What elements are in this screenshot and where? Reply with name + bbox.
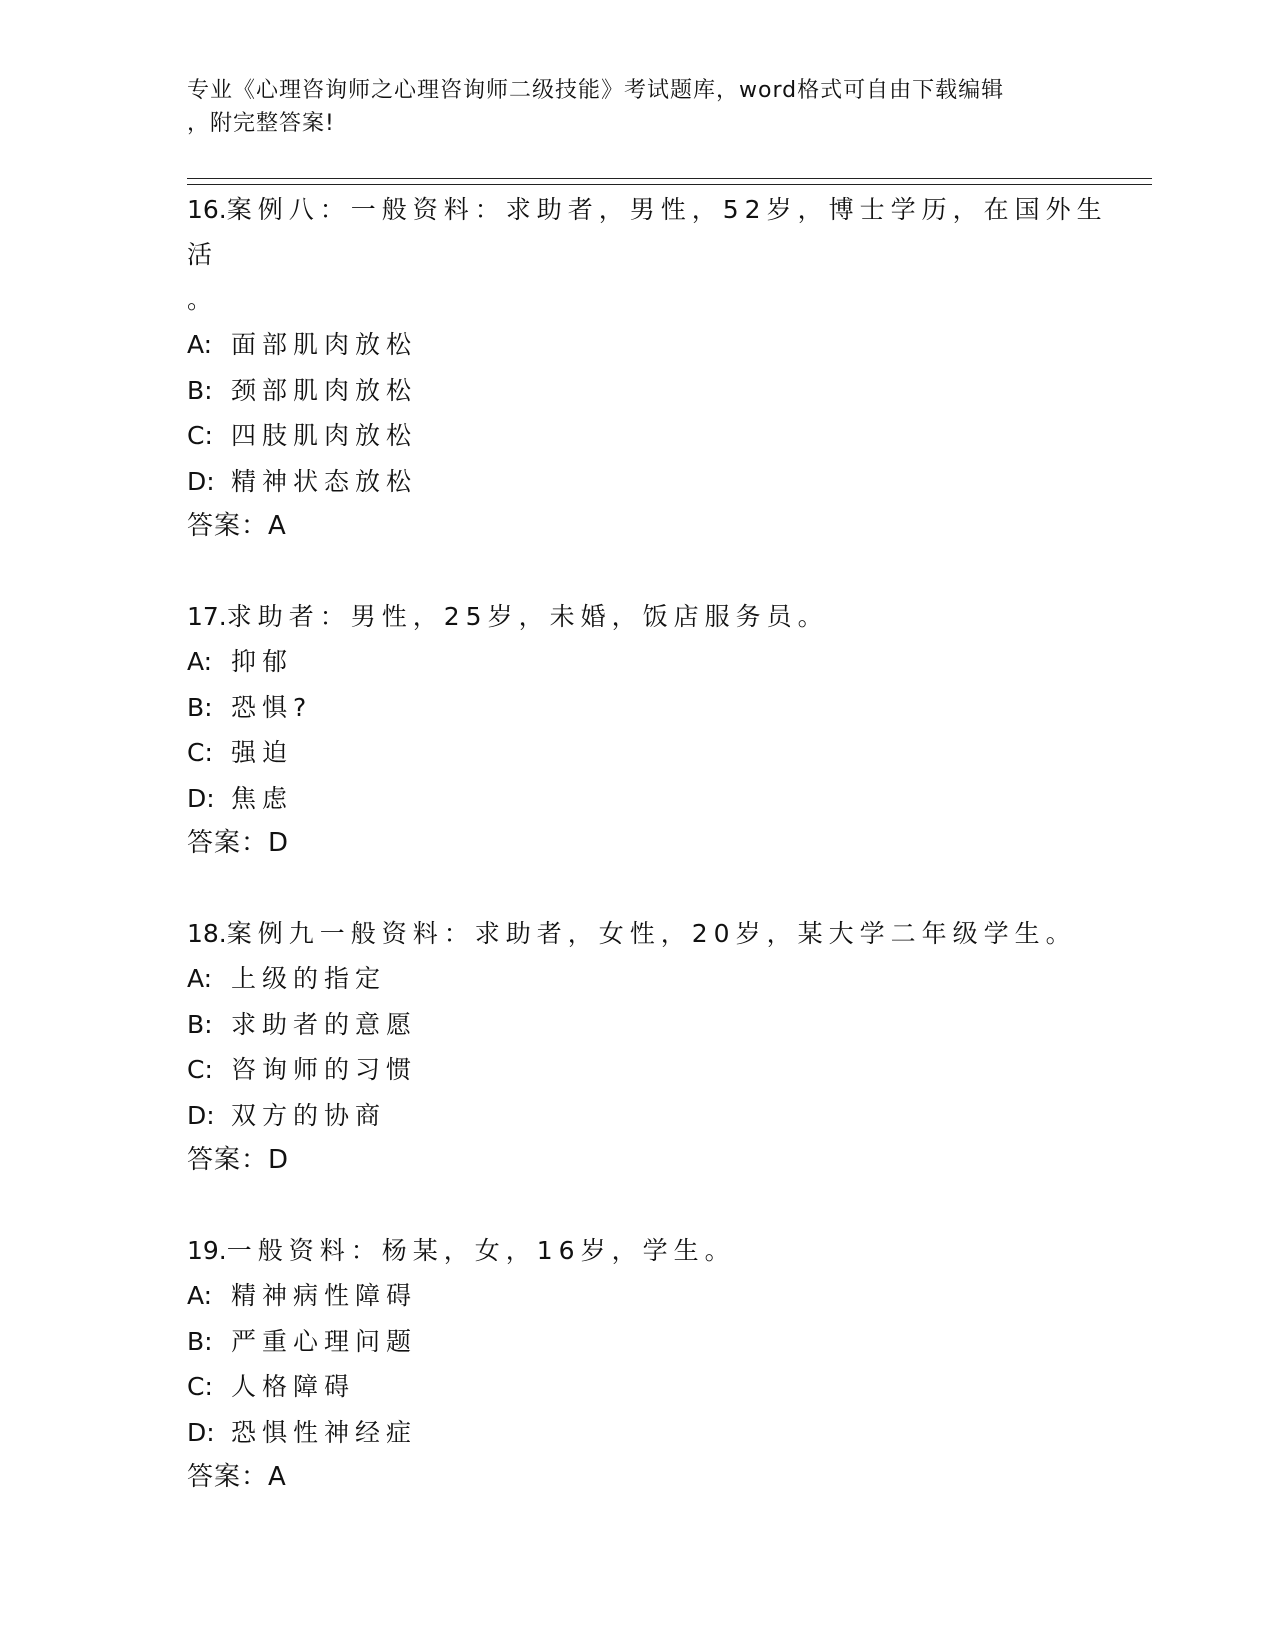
option-c (187, 413, 1137, 459)
option-d (187, 459, 1137, 505)
option-text: 面部肌肉放松 (231, 330, 418, 359)
answer-line: 答案：D (187, 828, 290, 858)
option-b (187, 1319, 1137, 1365)
option-a (187, 956, 1137, 1002)
option-d (187, 1093, 1137, 1139)
option-text: 人格障碍 (231, 1372, 356, 1401)
option-text: 颈部肌肉放松 (231, 375, 418, 405)
option-letter: B: (187, 1326, 213, 1356)
option-letter: A: (187, 1281, 213, 1310)
option-c (187, 1047, 1137, 1093)
option-text: 强迫 (231, 738, 294, 767)
question-number: 16. (187, 195, 227, 224)
question-stem-continuation: 。 (187, 285, 219, 314)
option-letter: B: (187, 1009, 213, 1039)
option-b (187, 368, 1137, 414)
option-text: 四肢肌肉放松 (231, 421, 418, 450)
option-letter: A: (187, 964, 213, 993)
option-c (187, 730, 1137, 776)
option-text: 求助者的意愿 (231, 1009, 418, 1039)
option-letter: B: (187, 375, 213, 405)
option-text: 恐惧性神经症 (231, 1417, 418, 1447)
answer-line: 答案：A (187, 511, 287, 541)
question-text: 一般资料：杨某，女，16岁，学生。 (226, 1236, 736, 1265)
question-number: 17. (187, 602, 227, 631)
option-d (187, 1410, 1137, 1456)
answer-line: 答案：D (187, 1145, 290, 1175)
option-c (187, 1364, 1137, 1410)
option-b (187, 685, 1137, 731)
option-text: 双方的协商 (231, 1100, 387, 1130)
option-text: 上级的指定 (231, 964, 387, 993)
option-text: 精神状态放松 (231, 466, 418, 496)
option-letter: D: (187, 1417, 215, 1447)
question-number: 19. (187, 1236, 227, 1265)
option-text: 严重心理问题 (231, 1326, 418, 1356)
question-text: 案例九一般资料：求助者，女性，20岁，某大学二年级学生。 (226, 919, 1077, 948)
option-letter: C: (187, 421, 213, 450)
document-header (187, 74, 1087, 140)
option-letter: A: (187, 330, 213, 359)
question-text: 求助者：男性，25岁，未婚，饭店服务员。 (226, 602, 829, 631)
question-16 (187, 187, 1137, 549)
question-stem (187, 911, 1137, 956)
header-line-1: 专业《心理咨询师之心理咨询师二级技能》考试题库，word格式可自由下载编辑 (187, 78, 1005, 103)
option-text: 咨询师的习惯 (231, 1055, 418, 1084)
option-letter: D: (187, 783, 215, 813)
question-stem (187, 594, 1137, 639)
option-a (187, 322, 1137, 368)
option-a (187, 1273, 1137, 1319)
option-text: 恐惧? (231, 692, 313, 722)
option-text: 抑郁 (231, 647, 294, 676)
question-17 (187, 594, 1137, 866)
question-stem (187, 1228, 1137, 1273)
question-stem (187, 187, 1137, 277)
option-letter: A: (187, 647, 213, 676)
header-double-rule (187, 178, 1152, 185)
option-letter: D: (187, 1100, 215, 1130)
option-d (187, 776, 1137, 822)
question-list (187, 187, 1137, 1545)
option-b (187, 1002, 1137, 1048)
option-letter: B: (187, 692, 213, 722)
question-number: 18. (187, 919, 227, 948)
question-text: 案例八：一般资料：求助者，男性，52岁，博士学历，在国外生活 (187, 195, 1108, 269)
option-letter: D: (187, 466, 215, 496)
option-letter: C: (187, 1055, 213, 1084)
question-18 (187, 911, 1137, 1183)
option-letter: C: (187, 738, 213, 767)
header-line-2: ，附完整答案! (187, 111, 335, 136)
option-letter: C: (187, 1372, 213, 1401)
answer-line: 答案：A (187, 1462, 287, 1492)
option-a (187, 639, 1137, 685)
option-text: 精神病性障碍 (231, 1281, 418, 1310)
option-text: 焦虑 (231, 783, 294, 813)
question-19 (187, 1228, 1137, 1500)
